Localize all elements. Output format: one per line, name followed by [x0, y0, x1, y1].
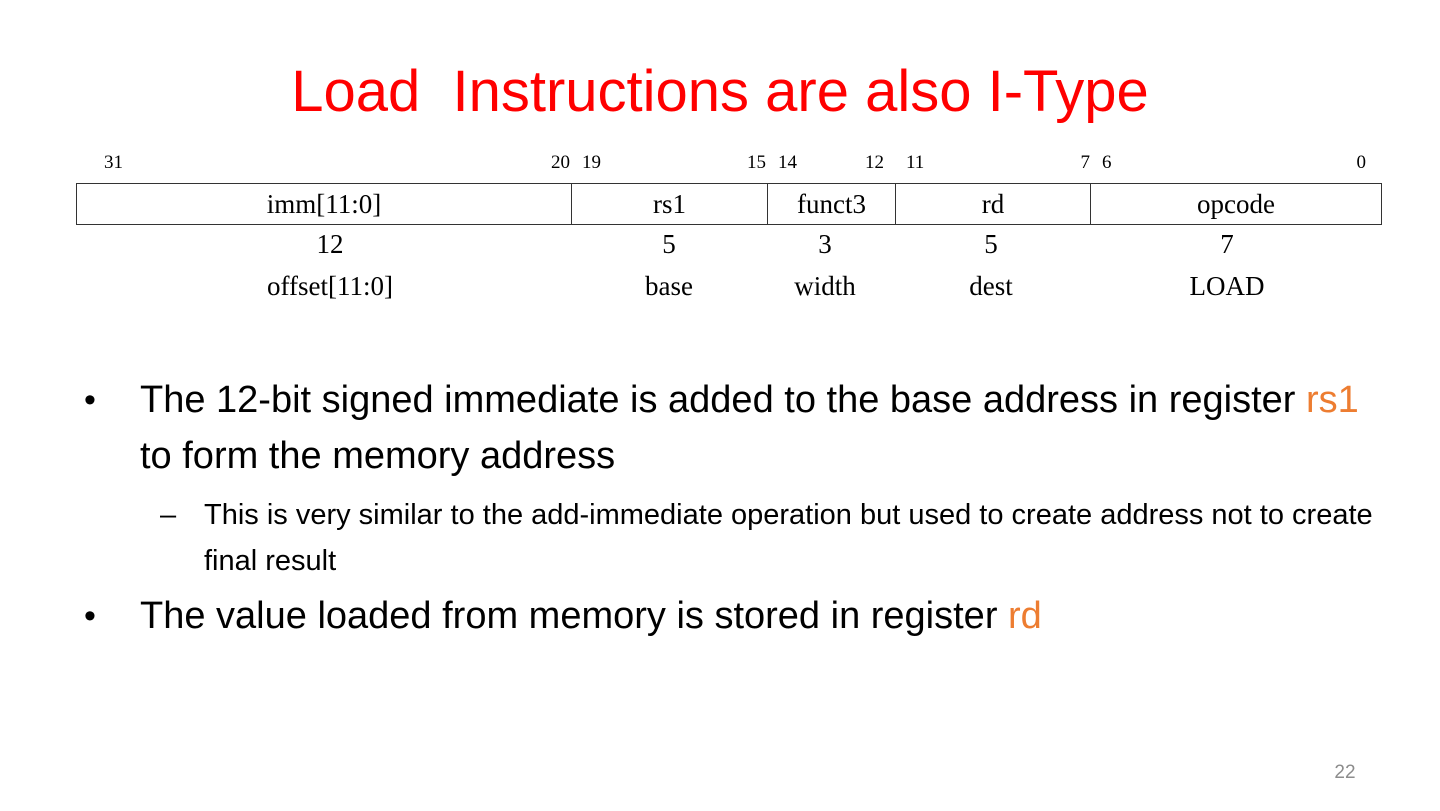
field-boxes: [76, 183, 1382, 225]
bit-number: 20: [551, 152, 570, 173]
sub-bullet-text: This is very similar to the add-immediate operation but used to create address not to create final result: [204, 499, 1373, 577]
field-width: 3: [818, 229, 832, 259]
bit-number: 6: [1102, 152, 1112, 173]
field-width: 5: [662, 229, 676, 259]
slide-title: Load Instructions are also I-Type: [291, 59, 1149, 124]
bullet-list: [84, 372, 1374, 644]
field-opcode: opcode: [1197, 188, 1275, 219]
bullet-item: [84, 372, 1374, 484]
bullet-icon: •: [84, 381, 96, 419]
bullet-text: The value loaded from memory is stored in register: [140, 595, 1009, 637]
bit-number: 11: [906, 152, 925, 173]
bullet-text: The 12-bit signed immediate is added to the base address in register: [140, 379, 1306, 421]
field-rs1: rs1: [572, 184, 768, 224]
register-highlight: rs1: [1306, 379, 1359, 421]
field-width: 7: [1220, 229, 1234, 259]
field-meaning: dest: [969, 271, 1013, 301]
bullet-item: [84, 588, 1374, 644]
field-imm: imm[11:0]: [77, 184, 572, 224]
dash-icon: –: [160, 499, 177, 531]
field-rd: rd: [896, 184, 1091, 224]
bit-number: 19: [582, 152, 601, 173]
register-highlight: rd: [1008, 595, 1042, 637]
bit-number: 14: [778, 152, 797, 173]
bit-number: 12: [865, 152, 884, 173]
field-width: 12: [316, 229, 344, 259]
field-meaning: offset[11:0]: [267, 271, 393, 301]
field-funct3: funct3: [768, 184, 896, 224]
page-number: 22: [1334, 762, 1356, 783]
bit-number: 0: [1356, 152, 1366, 173]
bit-number: 7: [1080, 152, 1090, 173]
field-width: 5: [984, 229, 998, 259]
field-meaning: base: [645, 271, 693, 301]
instruction-format-diagram: [76, 148, 1382, 318]
field-meaning: width: [794, 271, 856, 301]
sub-bullet-item: [84, 492, 1374, 584]
bullet-icon: •: [84, 597, 96, 635]
bullet-text: to form the memory address: [140, 435, 616, 477]
bit-number: 31: [104, 152, 123, 173]
field-meaning: LOAD: [1189, 271, 1265, 301]
bit-number: 15: [747, 152, 766, 173]
